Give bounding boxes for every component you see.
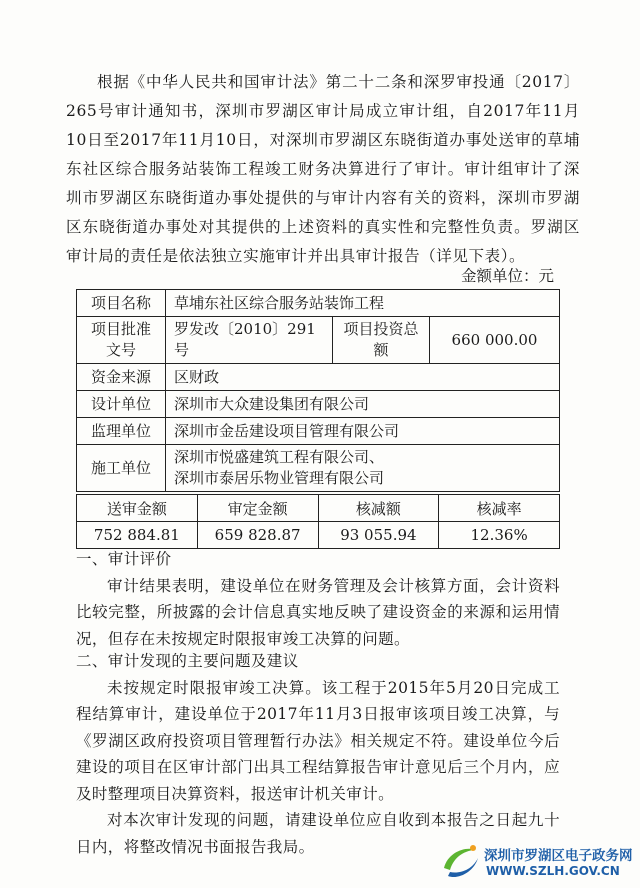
approved-amount-value: 659 828.87 bbox=[197, 522, 318, 549]
supervision-unit-value: 深圳市金岳建设项目管理有限公司 bbox=[166, 418, 560, 445]
approval-no-label: 项目批准文号 bbox=[77, 317, 166, 364]
header-approved-amount: 审定金额 bbox=[197, 495, 318, 522]
construction-unit-label: 施工单位 bbox=[77, 445, 166, 492]
watermark-site-name: 深圳市罗湖区电子政务网 bbox=[484, 848, 633, 864]
header-submitted-amount: 送审金额 bbox=[77, 495, 198, 522]
table-row bbox=[77, 317, 560, 364]
header-reduction-amount: 核减额 bbox=[318, 495, 439, 522]
reduction-rate-value: 12.36% bbox=[439, 522, 560, 549]
table-row bbox=[77, 364, 560, 391]
amount-unit-label: 金额单位：元 bbox=[460, 267, 554, 285]
header-reduction-rate: 核减率 bbox=[439, 495, 560, 522]
audit-findings-section bbox=[76, 648, 560, 860]
table-header-row bbox=[77, 495, 560, 522]
swoosh-logo-icon bbox=[438, 840, 482, 884]
project-name-label: 项目名称 bbox=[77, 290, 166, 317]
fund-source-label: 资金来源 bbox=[77, 364, 166, 391]
invest-total-label: 项目投资总额 bbox=[333, 317, 430, 364]
section-paragraph: 对本次审计发现的问题，请建设单位应自收到本报告之日起九十日内，将整改情况书面报告我局。 bbox=[76, 811, 560, 856]
design-unit-label: 设计单位 bbox=[77, 391, 166, 418]
design-unit-value: 深圳市大众建设集团有限公司 bbox=[166, 391, 560, 418]
table-row bbox=[77, 290, 560, 317]
construction-unit-line-2: 深圳市泰居乐物业管理有限公司 bbox=[174, 469, 385, 487]
project-info-table bbox=[76, 289, 560, 492]
approval-no-value: 罗发改〔2010〕291号 bbox=[166, 317, 333, 364]
section-body: 审计结果表明，建设单位在财务管理及会计核算方面，会计资料比较完整，所披露的会计信息真实地反映了建设资金的来源和运用情况，但存在未按规定时限报审竣工决算的问题。 bbox=[76, 576, 560, 648]
supervision-unit-label: 监理单位 bbox=[77, 418, 166, 445]
watermark-logo bbox=[438, 838, 638, 886]
reduction-amount-value: 93 055.94 bbox=[318, 522, 439, 549]
table-row bbox=[77, 522, 560, 549]
construction-unit-line-1: 深圳市悦盛建筑工程有限公司、 bbox=[174, 448, 385, 466]
project-name-value: 草埔东社区综合服务站装饰工程 bbox=[166, 290, 560, 317]
audit-evaluation-section bbox=[76, 546, 560, 652]
intro-paragraph bbox=[66, 68, 580, 271]
intro-text: 根据《中华人民共和国审计法》第二十二条和深罗审投通〔2017〕265号审计通知书，深圳市罗湖区审计局成立审计组，自2017年11月10日至2017年11月10日，对深圳市罗湖区东晓街道办事处送审的草埔东社区综合服务站装饰工程竣工财务决算进行了审计。审计组审计了深圳市罗湖区东晓街道办事处提供的与审计内容有关的资料，深圳市罗湖区东晓街道办事处对其提供的上述资料的真实性和完整性负责。罗湖区审计局的责任是依法独立实施审计并出具审计报告（详见下表）。 bbox=[66, 73, 580, 265]
watermark-site-url: WWW.SZLH.GOV.CN bbox=[486, 864, 620, 878]
table-row bbox=[77, 445, 560, 492]
section-heading: 一、审计评价 bbox=[76, 550, 172, 568]
section-paragraph: 未按规定时限报审竣工决算。该工程于2015年5月20日完成工程结算审计，建设单位于2017年11月3日报审该项目竣工决算，与《罗湖区政府投资项目管理暂行办法》相关规定不符。建设单位今后建设的项目在区审计部门出具工程结算报告审计意见后三个月内，应及时整理项目决算资料，报送审计机关审计。 bbox=[76, 678, 560, 803]
table-row bbox=[77, 391, 560, 418]
invest-total-value: 660 000.00 bbox=[430, 317, 560, 364]
submitted-amount-value: 752 884.81 bbox=[77, 522, 198, 549]
fund-source-value: 区财政 bbox=[166, 364, 560, 391]
section-heading: 二、审计发现的主要问题及建议 bbox=[76, 652, 299, 670]
table-row bbox=[77, 418, 560, 445]
audit-amount-table bbox=[76, 494, 560, 549]
construction-unit-value bbox=[166, 445, 560, 492]
